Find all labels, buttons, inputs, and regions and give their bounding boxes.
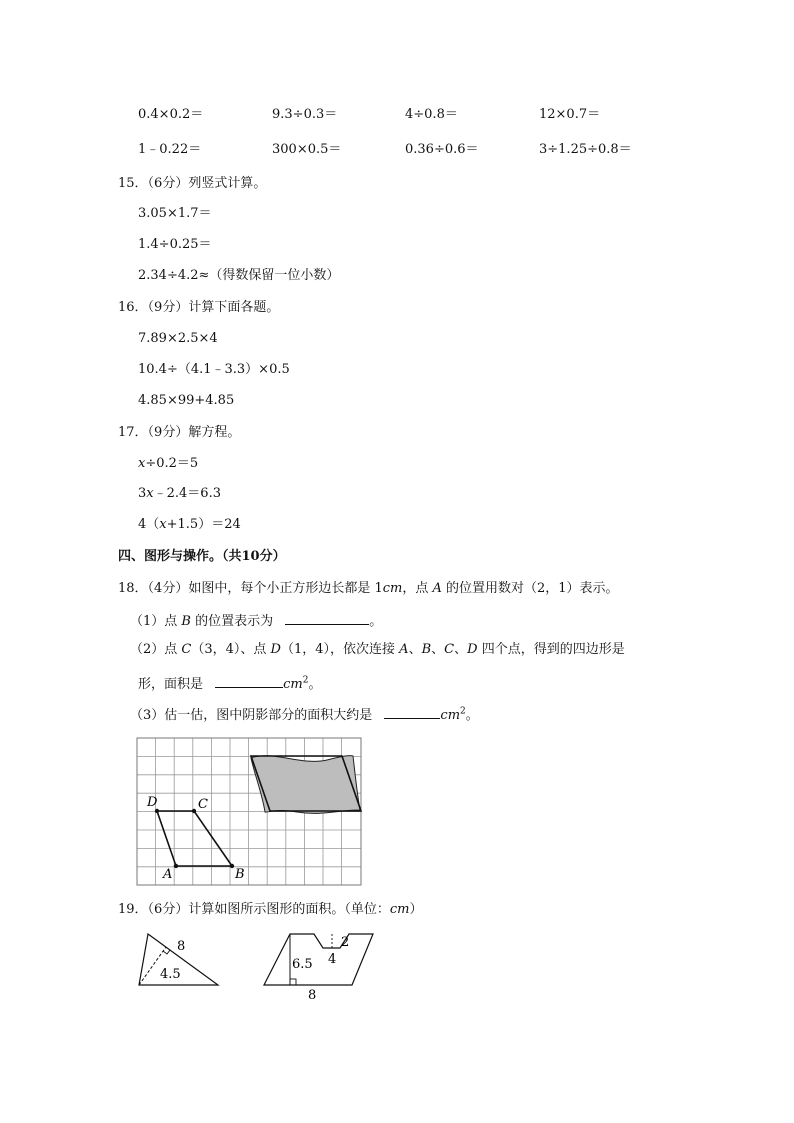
eq-rest: ﹣2.4＝6.3 [153, 486, 221, 501]
q15-item-1: 3.05×1.7＝ [138, 206, 212, 221]
eq-pre: 3 [138, 486, 147, 501]
point-label: D [270, 642, 281, 657]
eq-rest: +1.5）＝24 [166, 517, 241, 532]
oral-calc-1-4: 12×0.7＝ [539, 107, 601, 122]
var-x: x [146, 486, 154, 501]
q16-item-1: 7.89×2.5×4 [138, 331, 218, 346]
label-B: B [235, 867, 245, 882]
point-A [174, 864, 178, 868]
text: 19．（6分）计算如图所示图形的面积。（单位： [118, 902, 390, 917]
text: 的位置用数对（2，1）表示。 [441, 581, 619, 596]
label-D: D [147, 795, 158, 810]
base-label: 8 [308, 988, 317, 1003]
q17-eq-2 [138, 486, 221, 502]
superscript: 2 [302, 675, 309, 686]
point-label: A [432, 581, 442, 596]
oral-calc-2-2: 300×0.5＝ [272, 142, 342, 157]
label-C: C [198, 797, 208, 812]
var-x: x [138, 456, 146, 471]
answer-blank[interactable] [384, 706, 440, 719]
point-label: D [467, 642, 478, 657]
text: （2）点 [130, 642, 182, 657]
unit: cm [382, 581, 403, 596]
grid-figure [137, 738, 363, 886]
q16-title: 16．（9分）计算下面各题。 [118, 300, 280, 315]
text: 。 [369, 614, 383, 629]
point-C [192, 809, 196, 813]
unit: cm [283, 677, 303, 692]
text: ，点 [402, 581, 433, 596]
text: （1）点 [130, 614, 182, 629]
oral-calc-2-4: 3÷1.25÷0.8＝ [539, 142, 632, 157]
q17-eq-3 [138, 517, 241, 533]
q17-eq-1 [138, 456, 198, 472]
oral-calc-2-1: 1﹣0.22＝ [138, 142, 202, 157]
oral-calc-1-3: 4÷0.8＝ [405, 107, 458, 122]
text: 18．（4分）如图中，每个小正方形边长都是 1 [118, 581, 383, 596]
section-4-title: 四、图形与操作。（共10分） [118, 549, 286, 564]
q18-part-3 [130, 706, 479, 724]
height-label: 6.5 [292, 957, 313, 972]
parallelogram-outline [264, 934, 373, 985]
q17-title: 17．（9分）解方程。 [118, 425, 241, 440]
notch-depth-label: 2 [341, 935, 350, 950]
text: （3，4）、点 [191, 642, 271, 657]
unit: cm [440, 708, 461, 723]
q18-part-1 [130, 612, 382, 630]
text: ） [409, 902, 423, 917]
oral-calc-2-3: 0.36÷0.6＝ [405, 142, 479, 157]
point-label: B [421, 642, 432, 657]
point-label: C [444, 642, 455, 657]
answer-blank[interactable] [285, 612, 369, 625]
point-label: A [399, 642, 409, 657]
q18-part-2 [130, 642, 625, 658]
text: （1，4），依次连接 [280, 642, 400, 657]
point-B [230, 864, 234, 868]
oral-calc-1-1: 0.4×0.2＝ [138, 107, 204, 122]
q18-intro [118, 581, 619, 597]
q15-title: 15．（6分）列竖式计算。 [118, 176, 267, 191]
text: 。 [308, 677, 322, 692]
text: 。 [465, 708, 479, 723]
right-angle-mark [290, 979, 296, 985]
triangle-figure [136, 930, 222, 988]
unit: cm [389, 902, 410, 917]
q18-part-2-line2 [138, 675, 322, 693]
side-label: 8 [177, 939, 186, 954]
parallelogram-figure [262, 930, 376, 1002]
text: 、 [454, 642, 468, 657]
q15-item-2: 1.4÷0.25＝ [138, 237, 212, 252]
q16-item-3: 4.85×99+4.85 [138, 393, 235, 408]
quadrilateral-ABCD [157, 811, 232, 866]
oral-calc-1-2: 9.3÷0.3＝ [272, 107, 338, 122]
eq-rest: ÷0.2＝5 [145, 456, 199, 471]
text: 的位置表示为 [190, 614, 274, 629]
text: 形，面积是 [138, 677, 204, 692]
label-A: A [163, 867, 173, 882]
height-label: 4.5 [160, 967, 181, 982]
q15-item-3: 2.34÷4.2≈（得数保留一位小数） [138, 268, 340, 283]
text: 四个点，得到的四边形是 [477, 642, 625, 657]
text: （3）估一估，图中阴影部分的面积大约是 [130, 708, 373, 723]
q19-title [118, 902, 422, 918]
text: 、 [408, 642, 422, 657]
var-x: x [159, 517, 167, 532]
eq-pre: 4（ [138, 517, 160, 532]
point-label: B [181, 614, 191, 629]
superscript: 2 [460, 706, 466, 717]
text: 、 [431, 642, 445, 657]
q16-item-2: 10.4÷（4.1﹣3.3）×0.5 [138, 362, 290, 377]
answer-blank[interactable] [215, 675, 283, 688]
notch-width-label: 4 [328, 952, 337, 967]
point-label: C [181, 642, 192, 657]
